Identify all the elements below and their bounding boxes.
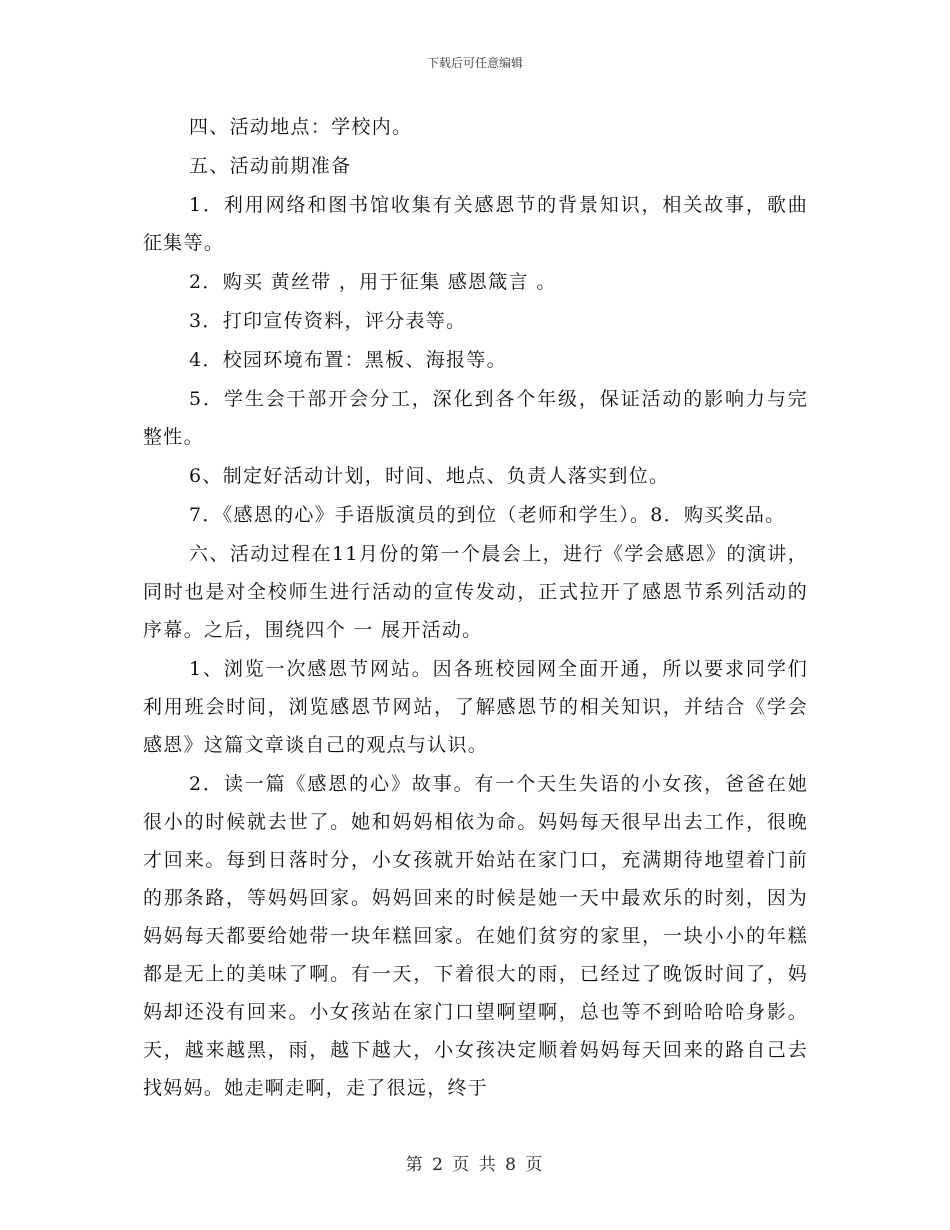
paragraph: 2．购买 黄丝带 ，用于征集 感恩箴言 。 <box>189 271 557 293</box>
paragraph: 1．利用网络和图书馆收集有关感恩节的背景知识，相关故事，歌曲征集等。 <box>143 194 808 254</box>
paragraph: 四、活动地点：学校内。 <box>189 116 413 138</box>
paragraph: 6、制定好活动计划，时间、地点、负责人落实到位。 <box>189 465 670 487</box>
paragraph: 4．校园环境布置：黑板、海报等。 <box>189 349 507 371</box>
paragraph: 六、活动过程在11月份的第一个晨会上，进行《学会感恩》的演讲，同时也是对全校师生进行活动的宣传发动，正式拉开了感恩节系列活动的序幕。之后，围绕四个 一 展开活动。 <box>143 543 808 641</box>
page-header: 下载后可任意编辑 <box>426 56 523 70</box>
paragraph: 5．学生会干部开会分工，深化到各个年级，保证活动的影响力与完整性。 <box>143 388 808 448</box>
paragraph: 3．打印宣传资料，评分表等。 <box>189 310 467 332</box>
document-body <box>143 108 808 1108</box>
page-footer: 第 2 页 共 8 页 <box>405 1155 545 1175</box>
paragraph: 2．读一篇《感恩的心》故事。有一个天生失语的小女孩，爸爸在她很小的时候就去世了。她和妈妈相依为命。妈妈每天很早出去工作，很晚才回来。每到日落时分，小女孩就开始站在家门口，充满期待地望着门前的那条路，等妈妈回家。妈妈回来的时候是她一天中最欢乐的时刻，因为妈妈每天都要给她带一块年糕回家。在她们贫穷的家里，一块小小的年糕都是无上的美味了啊。有一天，下着很大的雨，已经过了晚饭时间了，妈妈却还没有回来。小女孩站在家门口望啊望啊，总也等不到哈哈哈身影。天，越来越黑，雨，越下越大，小女孩决定顺着妈妈每天回来的路自己去找妈妈。她走啊走啊，走了很远，终于 <box>143 773 808 1099</box>
paragraph: 五、活动前期准备 <box>189 155 352 177</box>
paragraph: 7．《感恩的心》手语版演员的到位（老师和学生）。8．购买奖品。 <box>189 504 786 526</box>
paragraph: 1、浏览一次感恩节网站。因各班校园网全面开通，所以要求同学们利用班会时间，浏览感恩节网站，了解感恩节的相关知识，并结合《学会感恩》这篇文章谈自己的观点与认识。 <box>143 658 808 756</box>
